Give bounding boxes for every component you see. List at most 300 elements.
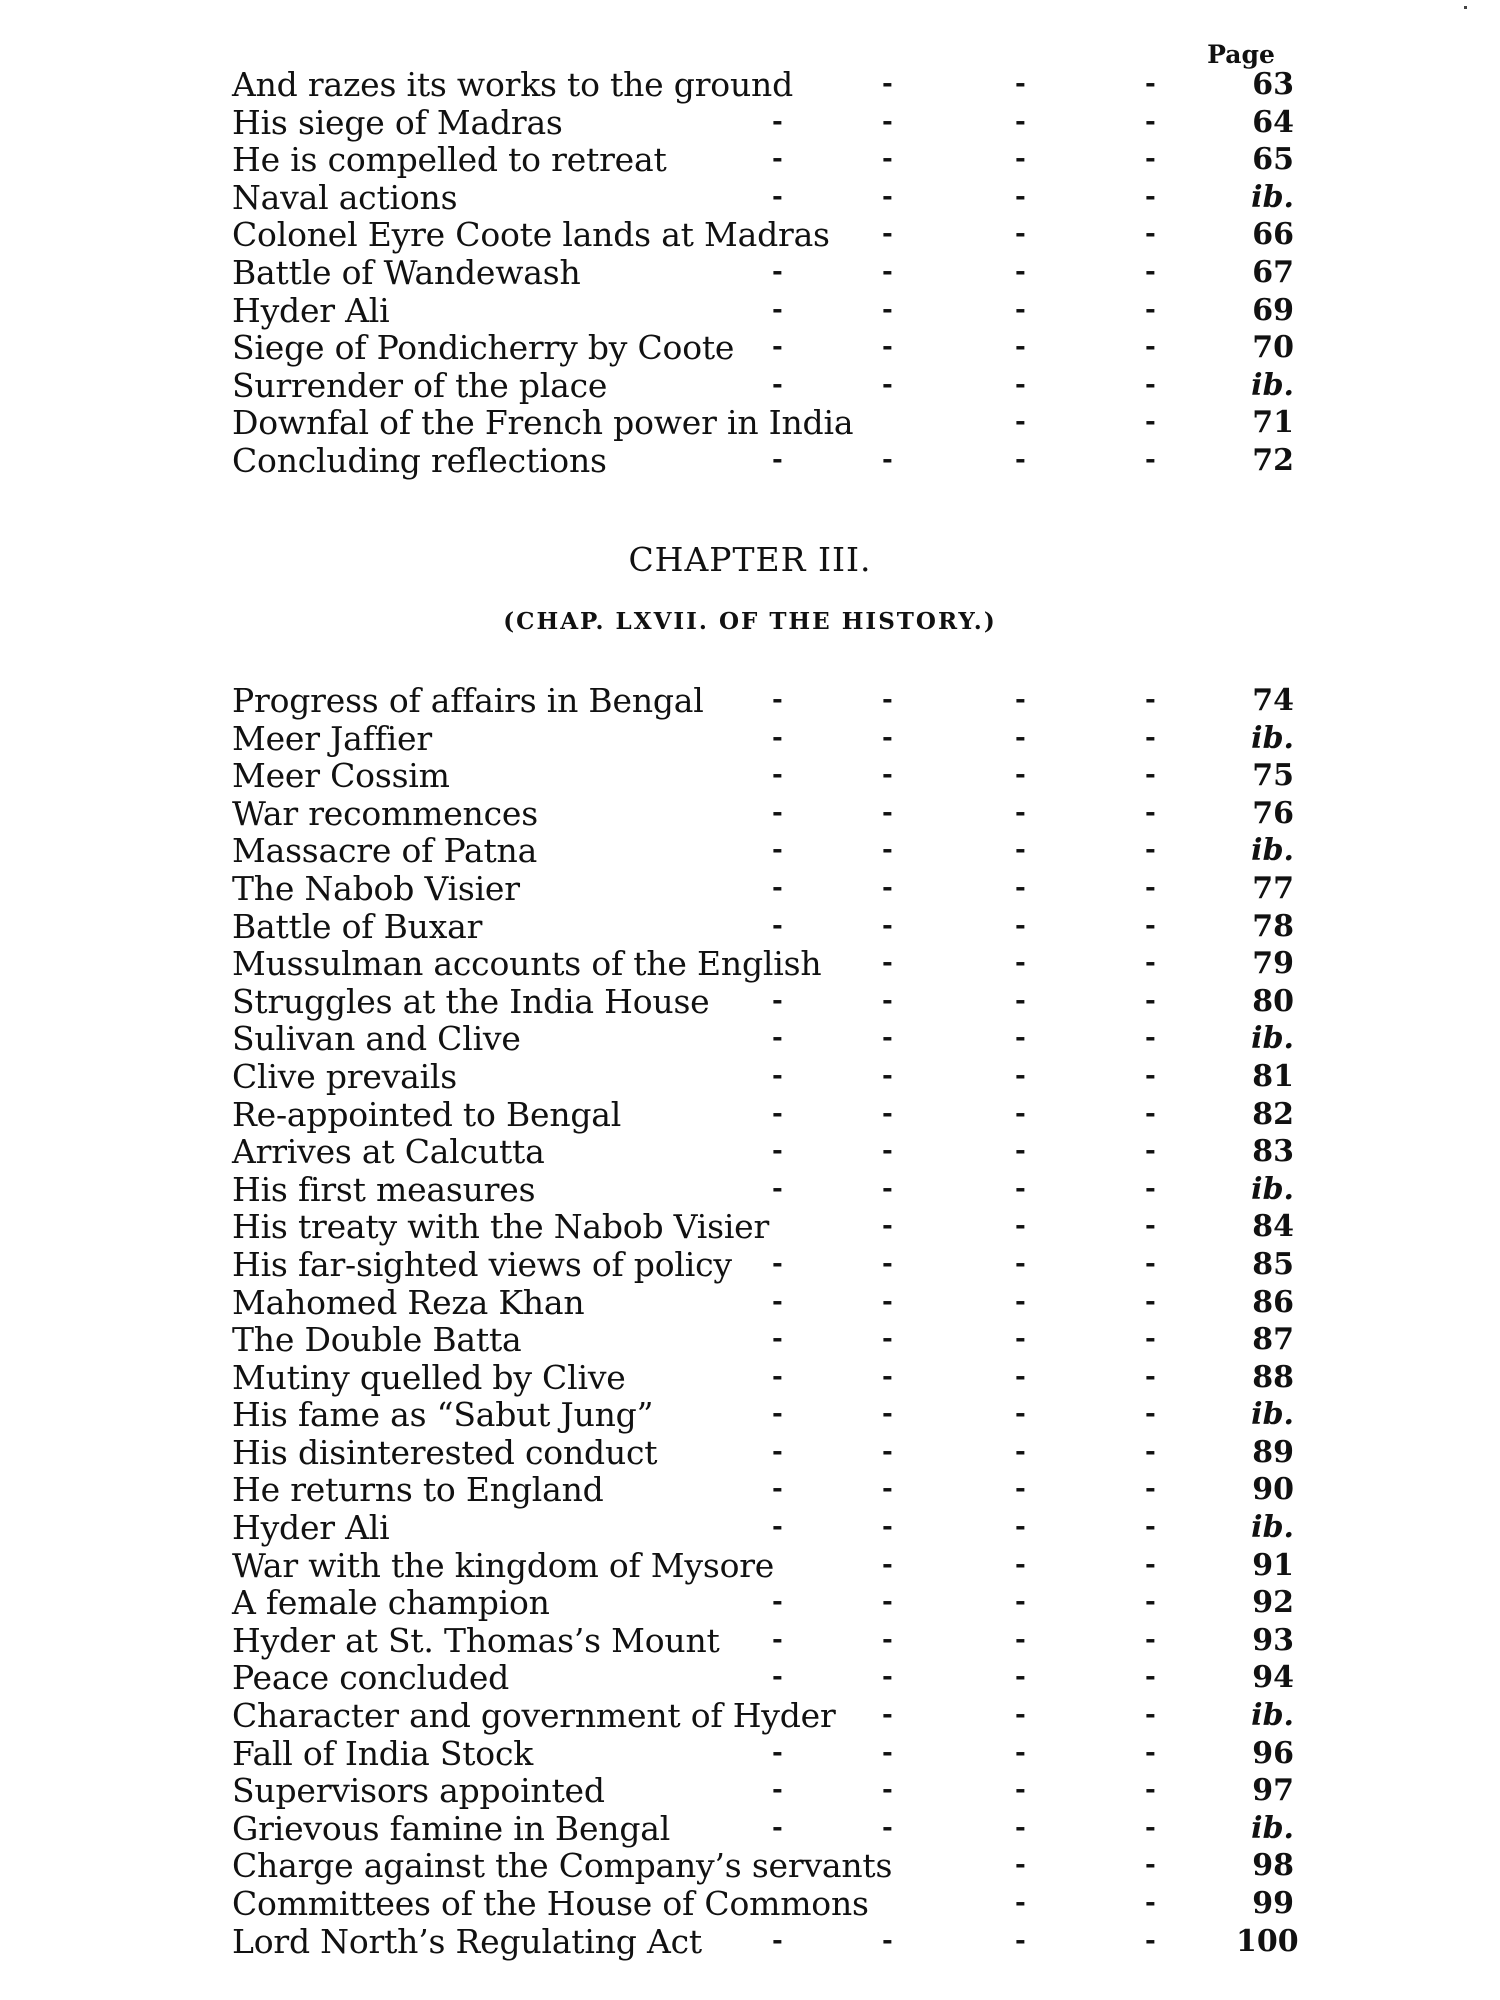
chapter-title: CHAPTER III.: [628, 540, 872, 579]
leader-dash: -: [882, 1286, 893, 1317]
toc-entry-title: His first measures: [232, 1169, 536, 1209]
leader-dash: -: [1145, 1173, 1156, 1204]
toc-entry: [232, 1208, 1292, 1246]
leader-dash: -: [1145, 256, 1156, 287]
toc-entry-title: Meer Cossim: [232, 756, 450, 796]
toc-entry-page: 77: [1252, 870, 1294, 906]
leader-dash: -: [1015, 985, 1026, 1016]
leader-dash: -: [1145, 1023, 1156, 1054]
leader-dash: -: [1145, 106, 1156, 137]
toc-entry-page: 83: [1252, 1134, 1294, 1170]
leader-dash: -: [1015, 1399, 1026, 1430]
toc-entry-title: He is compelled to retreat: [232, 140, 667, 180]
leader-dash: -: [772, 1662, 783, 1693]
toc-entry: [232, 1697, 1292, 1735]
leader-dash: -: [1145, 1399, 1156, 1430]
toc-entry-title: Naval actions: [232, 177, 458, 217]
leader-dash: -: [1015, 407, 1026, 438]
toc-entry-page: 70: [1252, 330, 1294, 366]
leader-dash: -: [1015, 722, 1026, 753]
toc-entry: [232, 908, 1292, 946]
toc-entry: [232, 1133, 1292, 1171]
leader-dash: -: [772, 1512, 783, 1543]
leader-dash: -: [1145, 444, 1156, 475]
leader-dash: -: [1015, 1549, 1026, 1580]
toc-entry-title: Supervisors appointed: [232, 1771, 605, 1811]
leader-dash: -: [882, 444, 893, 475]
leader-dash: -: [1145, 294, 1156, 325]
toc-entry-title: Hyder Ali: [232, 1508, 390, 1548]
leader-dash: -: [882, 1023, 893, 1054]
leader-dash: -: [1015, 1700, 1026, 1731]
leader-dash: -: [1015, 1737, 1026, 1768]
toc-entry: [232, 442, 1292, 480]
leader-dash: -: [1145, 1098, 1156, 1129]
toc-entry-title: Sulivan and Clive: [232, 1019, 521, 1059]
toc-entry: [232, 1246, 1292, 1284]
toc-entry-page: ib.: [1251, 1810, 1294, 1846]
toc-entry-title: Fall of India Stock: [232, 1733, 534, 1773]
leader-dash: -: [1145, 722, 1156, 753]
leader-dash: -: [1145, 1512, 1156, 1543]
toc-entry: [232, 720, 1292, 758]
toc-entry-page: 75: [1252, 758, 1294, 794]
leader-dash: -: [772, 332, 783, 363]
toc-entry-page: 88: [1252, 1359, 1294, 1395]
leader-dash: -: [772, 1775, 783, 1806]
leader-dash: -: [1015, 1173, 1026, 1204]
leader-dash: -: [772, 1737, 783, 1768]
leader-dash: -: [1145, 1361, 1156, 1392]
toc-entry-page: 74: [1252, 683, 1294, 718]
leader-dash: -: [1145, 69, 1156, 99]
toc-entry-page: 63: [1252, 67, 1294, 102]
leader-dash: -: [882, 1060, 893, 1091]
leader-dash: -: [1145, 1436, 1156, 1467]
leader-dash: -: [1145, 1060, 1156, 1091]
toc-entry: [232, 1547, 1292, 1585]
leader-dash: -: [1145, 1775, 1156, 1806]
toc-entry-title: Struggles at the India House: [232, 981, 710, 1021]
leader-dash: -: [882, 1474, 893, 1505]
leader-dash: -: [1145, 1624, 1156, 1655]
leader-dash: -: [772, 1624, 783, 1655]
leader-dash: -: [1145, 1211, 1156, 1242]
leader-dash: -: [882, 760, 893, 791]
chapter-subtitle: (CHAP. LXVII. OF THE HISTORY.): [503, 608, 997, 635]
toc-entry-title: Battle of Buxar: [232, 906, 483, 946]
leader-dash: -: [772, 760, 783, 791]
toc-entry-page: 85: [1252, 1246, 1294, 1282]
leader-dash: -: [772, 369, 783, 400]
leader-dash: -: [1145, 948, 1156, 979]
leader-dash: -: [772, 722, 783, 753]
leader-dash: -: [1145, 1474, 1156, 1505]
leader-dash: -: [882, 1098, 893, 1129]
toc-entry-page: ib.: [1251, 1171, 1294, 1207]
toc-entry-title: The Double Batta: [232, 1320, 522, 1360]
page-column-header: Page: [1207, 40, 1275, 69]
leader-dash: -: [772, 797, 783, 828]
leader-dash: -: [772, 1023, 783, 1054]
toc-entry: [232, 404, 1292, 442]
toc-entry-title: The Nabob Visier: [232, 868, 520, 908]
leader-dash: -: [882, 985, 893, 1016]
leader-dash: -: [882, 1248, 893, 1279]
toc-entry-title: Peace concluded: [232, 1658, 510, 1698]
toc-entry-title: Arrives at Calcutta: [232, 1132, 545, 1172]
leader-dash: -: [1015, 1812, 1026, 1843]
toc-entry: [232, 1659, 1292, 1697]
leader-dash: -: [882, 294, 893, 325]
leader-dash: -: [1015, 1850, 1026, 1881]
leader-dash: -: [882, 369, 893, 400]
leader-dash: -: [1145, 1549, 1156, 1580]
toc-entry-page: ib.: [1251, 1397, 1294, 1433]
leader-dash: -: [772, 1474, 783, 1505]
leader-dash: -: [882, 1587, 893, 1618]
leader-dash: -: [882, 685, 893, 715]
leader-dash: -: [1015, 1098, 1026, 1129]
leader-dash: -: [772, 1399, 783, 1430]
toc-entry: [232, 329, 1292, 367]
leader-dash: -: [1145, 1925, 1156, 1956]
leader-dash: -: [882, 256, 893, 287]
leader-dash: -: [1015, 1286, 1026, 1317]
toc-entry-title: Massacre of Patna: [232, 831, 538, 871]
leader-dash: -: [1145, 1850, 1156, 1881]
toc-entry-title: Hyder Ali: [232, 290, 390, 330]
leader-dash: -: [1145, 1812, 1156, 1843]
leader-dash: -: [882, 1399, 893, 1430]
leader-dash: -: [772, 1361, 783, 1392]
toc-entry: [232, 1396, 1292, 1434]
leader-dash: -: [772, 685, 783, 715]
toc-entry-page: 97: [1252, 1773, 1294, 1809]
toc-entry-page: 67: [1252, 254, 1294, 290]
toc-entry: [232, 795, 1292, 833]
leader-dash: -: [772, 106, 783, 137]
toc-entry-title: He returns to England: [232, 1470, 604, 1510]
leader-dash: -: [772, 1173, 783, 1204]
leader-dash: -: [1145, 872, 1156, 903]
toc-entry-title: His treaty with the Nabob Visier: [232, 1207, 770, 1247]
toc-entry-title: Mutiny quelled by Clive: [232, 1357, 626, 1397]
leader-dash: -: [1145, 760, 1156, 791]
toc-entry-title: Mahomed Reza Khan: [232, 1282, 585, 1322]
leader-dash: -: [1145, 685, 1156, 715]
toc-entry-title: Surrender of the place: [232, 365, 608, 405]
toc-entry-title: His disinterested conduct: [232, 1432, 658, 1472]
toc-entry-page: ib.: [1251, 367, 1294, 403]
contents-list-chapter-three: [232, 681, 1299, 1961]
leader-dash: -: [1015, 1361, 1026, 1392]
leader-dash: -: [1145, 1888, 1156, 1918]
toc-entry-page: 79: [1252, 946, 1294, 982]
toc-entry-title: Hyder at St. Thomas’s Mount: [232, 1620, 720, 1660]
toc-entry-page: ib.: [1251, 720, 1294, 756]
leader-dash: -: [882, 1436, 893, 1467]
leader-dash: -: [772, 1248, 783, 1279]
toc-entry-page: 80: [1252, 983, 1294, 1019]
toc-entry: [232, 1921, 1299, 1961]
toc-entry-title: Grievous famine in Bengal: [232, 1808, 671, 1848]
leader-dash: -: [1145, 1248, 1156, 1279]
leader-dash: -: [1145, 797, 1156, 828]
toc-entry: [232, 1058, 1292, 1096]
leader-dash: -: [882, 144, 893, 175]
leader-dash: -: [1145, 910, 1156, 941]
leader-dash: -: [772, 144, 783, 175]
leader-dash: -: [1145, 407, 1156, 438]
leader-dash: -: [1015, 760, 1026, 791]
leader-dash: -: [1015, 910, 1026, 941]
leader-dash: -: [1015, 1136, 1026, 1167]
toc-entry: [232, 104, 1292, 142]
toc-entry: [232, 757, 1292, 795]
leader-dash: -: [1145, 1136, 1156, 1167]
leader-dash: -: [1145, 1286, 1156, 1317]
toc-entry-page: ib.: [1251, 833, 1294, 869]
toc-entry-page: 72: [1252, 442, 1294, 478]
toc-entry: [232, 1020, 1292, 1058]
toc-entry-page: 65: [1252, 142, 1294, 178]
leader-dash: -: [882, 872, 893, 903]
toc-entry-page: 93: [1252, 1622, 1294, 1658]
toc-entry-title: Mussulman accounts of the English: [232, 944, 822, 984]
toc-entry: [232, 1622, 1292, 1660]
leader-dash: -: [882, 722, 893, 753]
leader-dash: -: [1015, 1060, 1026, 1091]
leader-dash: -: [1015, 181, 1026, 212]
leader-dash: -: [1015, 835, 1026, 866]
leader-dash: -: [882, 1549, 893, 1580]
leader-dash: -: [882, 1324, 893, 1355]
leader-dash: -: [1015, 872, 1026, 903]
toc-entry: [232, 1584, 1292, 1622]
leader-dash: -: [1015, 144, 1026, 175]
toc-entry: [232, 1810, 1292, 1848]
leader-dash: -: [1015, 1324, 1026, 1355]
toc-entry: [232, 1735, 1292, 1773]
leader-dash: -: [882, 910, 893, 941]
toc-entry-title: His fame as “Sabut Jung”: [232, 1395, 654, 1435]
leader-dash: -: [1015, 294, 1026, 325]
toc-entry: [232, 367, 1292, 405]
toc-entry: [232, 945, 1292, 983]
toc-entry-page: 96: [1252, 1735, 1294, 1771]
toc-entry: [232, 141, 1292, 179]
leader-dash: -: [882, 181, 893, 212]
leader-dash: -: [772, 1286, 783, 1317]
toc-entry-title: War with the kingdom of Mysore: [232, 1545, 775, 1585]
leader-dash: -: [1145, 332, 1156, 363]
speck: [1464, 6, 1467, 9]
toc-entry: [232, 983, 1292, 1021]
toc-entry-page: 71: [1252, 405, 1294, 441]
toc-entry-title: And razes its works to the ground: [232, 65, 793, 104]
leader-dash: -: [882, 835, 893, 866]
toc-entry: [232, 1509, 1292, 1547]
leader-dash: -: [1015, 1512, 1026, 1543]
leader-dash: -: [1145, 369, 1156, 400]
toc-entry-title: Downfal of the French power in India: [232, 403, 854, 443]
leader-dash: -: [882, 1700, 893, 1731]
toc-entry: [232, 1885, 1292, 1923]
leader-dash: -: [882, 948, 893, 979]
toc-entry-title: Clive prevails: [232, 1056, 458, 1096]
toc-entry-title: Battle of Wandewash: [232, 252, 581, 292]
leader-dash: -: [882, 1624, 893, 1655]
leader-dash: -: [772, 294, 783, 325]
toc-entry-page: 91: [1252, 1547, 1294, 1583]
toc-entry: [232, 682, 1292, 720]
leader-dash: -: [882, 1136, 893, 1167]
leader-dash: -: [882, 797, 893, 828]
toc-entry-title: A female champion: [232, 1583, 550, 1623]
leader-dash: -: [1145, 1737, 1156, 1768]
toc-entry: [232, 292, 1292, 330]
leader-dash: -: [1015, 685, 1026, 715]
toc-entry: [232, 1847, 1292, 1885]
toc-entry: [232, 1471, 1292, 1509]
toc-entry-page: ib.: [1251, 179, 1294, 215]
toc-entry-page: ib.: [1251, 1021, 1294, 1057]
toc-entry-title: Character and government of Hyder: [232, 1696, 836, 1736]
leader-dash: -: [772, 181, 783, 212]
leader-dash: -: [1015, 1624, 1026, 1655]
leader-dash: -: [1145, 1587, 1156, 1618]
leader-dash: -: [772, 1812, 783, 1843]
leader-dash: -: [1015, 1888, 1026, 1918]
leader-dash: -: [882, 1737, 893, 1768]
leader-dash: -: [772, 1098, 783, 1129]
leader-dash: -: [772, 835, 783, 866]
toc-entry-title: Siege of Pondicherry by Coote: [232, 328, 735, 368]
leader-dash: -: [772, 985, 783, 1016]
toc-entry-title: Meer Jaffier: [232, 718, 432, 758]
leader-dash: -: [1015, 1023, 1026, 1054]
leader-dash: -: [1145, 144, 1156, 175]
leader-dash: -: [1145, 835, 1156, 866]
leader-dash: -: [1015, 256, 1026, 287]
toc-entry-page: 84: [1252, 1209, 1294, 1245]
leader-dash: -: [1145, 1700, 1156, 1731]
toc-entry: [232, 179, 1292, 217]
leader-dash: -: [882, 69, 893, 99]
leader-dash: -: [1015, 69, 1026, 99]
toc-entry-page: 87: [1252, 1322, 1294, 1358]
leader-dash: -: [772, 444, 783, 475]
toc-entry-page: 69: [1252, 292, 1294, 328]
leader-dash: -: [772, 1060, 783, 1091]
toc-entry-page: 94: [1252, 1660, 1294, 1696]
toc-entry-page: 66: [1252, 217, 1294, 253]
leader-dash: -: [1015, 948, 1026, 979]
leader-dash: -: [882, 1775, 893, 1806]
toc-entry-title: His far-sighted views of policy: [232, 1244, 732, 1284]
leader-dash: -: [882, 1361, 893, 1392]
toc-entry-title: Lord North’s Regulating Act: [232, 1921, 702, 1961]
toc-entry-page: 64: [1252, 104, 1294, 140]
leader-dash: -: [882, 1925, 893, 1956]
toc-entry: [232, 1096, 1292, 1134]
leader-dash: -: [1145, 1324, 1156, 1355]
leader-dash: -: [1015, 219, 1026, 250]
leader-dash: -: [1145, 1662, 1156, 1693]
leader-dash: -: [1015, 106, 1026, 137]
leader-dash: -: [1015, 1248, 1026, 1279]
leader-dash: -: [772, 872, 783, 903]
toc-entry-title: Re-appointed to Bengal: [232, 1094, 622, 1134]
contents-list-continued: [232, 66, 1292, 480]
leader-dash: -: [1145, 985, 1156, 1016]
toc-entry-page: 92: [1252, 1585, 1294, 1621]
leader-dash: -: [1015, 1587, 1026, 1618]
toc-entry: [232, 66, 1292, 104]
leader-dash: -: [882, 106, 893, 137]
leader-dash: -: [882, 1812, 893, 1843]
toc-entry-page: 100: [1236, 1923, 1299, 1959]
leader-dash: -: [1015, 1775, 1026, 1806]
leader-dash: -: [1015, 797, 1026, 828]
toc-entry-title: Progress of affairs in Bengal: [232, 681, 704, 720]
toc-entry: [232, 832, 1292, 870]
toc-entry: [232, 1321, 1292, 1359]
leader-dash: -: [882, 1173, 893, 1204]
leader-dash: -: [882, 332, 893, 363]
toc-entry-title: His siege of Madras: [232, 102, 563, 142]
toc-entry-page: 76: [1252, 795, 1294, 831]
leader-dash: -: [1015, 1662, 1026, 1693]
toc-entry-page: 82: [1252, 1096, 1294, 1132]
leader-dash: -: [882, 1512, 893, 1543]
leader-dash: -: [1145, 181, 1156, 212]
leader-dash: -: [1015, 369, 1026, 400]
leader-dash: -: [772, 1925, 783, 1956]
toc-entry: [232, 1772, 1292, 1810]
leader-dash: -: [1015, 332, 1026, 363]
toc-entry-title: Charge against the Company’s servants: [232, 1846, 893, 1886]
toc-entry-title: Colonel Eyre Coote lands at Madras: [232, 215, 830, 255]
leader-dash: -: [1145, 219, 1156, 250]
toc-entry-page: 90: [1252, 1472, 1294, 1508]
toc-entry-page: 81: [1252, 1058, 1294, 1094]
toc-entry: [232, 1171, 1292, 1209]
leader-dash: -: [1015, 1436, 1026, 1467]
toc-entry: [232, 216, 1292, 254]
leader-dash: -: [772, 1136, 783, 1167]
toc-entry: [232, 1434, 1292, 1472]
leader-dash: -: [772, 1587, 783, 1618]
toc-entry: [232, 254, 1292, 292]
leader-dash: -: [772, 1324, 783, 1355]
toc-entry-title: Concluding reflections: [232, 440, 607, 480]
leader-dash: -: [1015, 1474, 1026, 1505]
toc-entry-page: 78: [1252, 908, 1294, 944]
toc-entry-page: 86: [1252, 1284, 1294, 1320]
toc-entry: [232, 1284, 1292, 1322]
toc-entry-page: 99: [1252, 1886, 1294, 1921]
toc-entry-title: Committees of the House of Commons: [232, 1884, 869, 1923]
leader-dash: -: [882, 219, 893, 250]
leader-dash: -: [1015, 1211, 1026, 1242]
leader-dash: -: [772, 256, 783, 287]
leader-dash: -: [772, 1436, 783, 1467]
toc-entry: [232, 870, 1292, 908]
leader-dash: -: [882, 1662, 893, 1693]
leader-dash: -: [772, 910, 783, 941]
